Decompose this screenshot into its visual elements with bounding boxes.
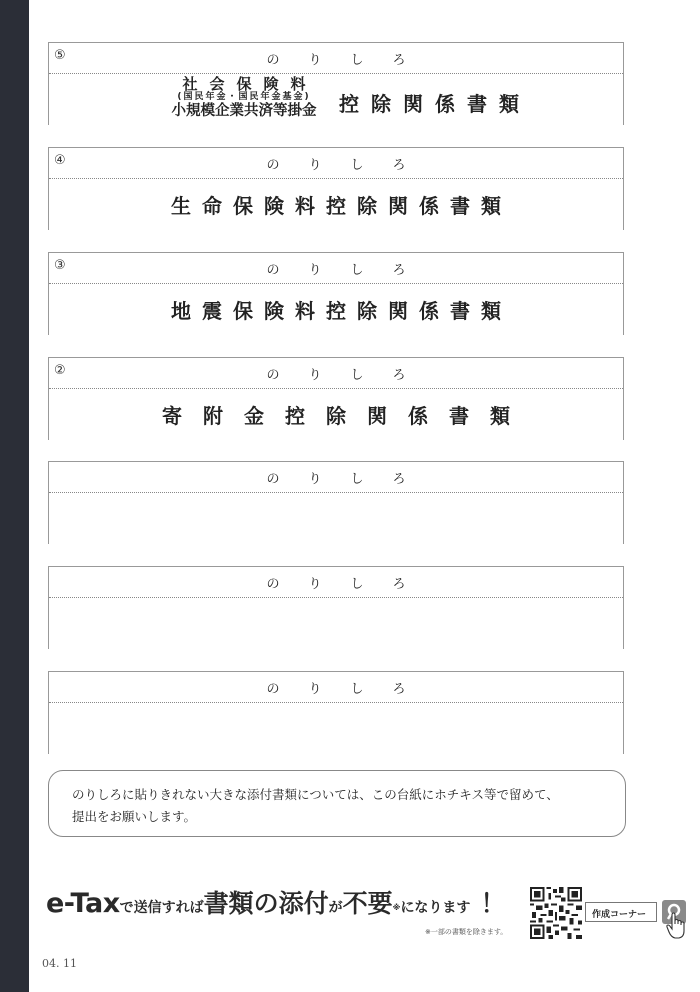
- slot-body: [49, 389, 623, 441]
- slot-body: [49, 179, 623, 231]
- promo-text-3: が: [328, 900, 343, 916]
- glue-header: [49, 567, 623, 598]
- pointer-hand-icon: [666, 912, 688, 940]
- slot-body: [49, 74, 623, 126]
- glue-slot-blank-2: [48, 566, 624, 649]
- title-line-3: 小規模企業共済等掛金: [171, 103, 317, 119]
- glue-slot-3: [48, 252, 624, 335]
- slot-number: ④: [54, 153, 66, 168]
- qr-code-icon[interactable]: [530, 887, 582, 939]
- promo-text-1: で送信すれば: [119, 900, 204, 916]
- slot-body: [49, 493, 623, 545]
- slot-number: ⑤: [54, 48, 66, 63]
- etax-brand: e-Tax: [46, 888, 120, 919]
- title-suffix: 控除関係書類: [339, 92, 531, 116]
- notice-line-2: 提出をお願いします。: [72, 809, 197, 824]
- slot-body: [49, 703, 623, 755]
- slot-title: [159, 76, 539, 126]
- glue-header: [49, 672, 623, 703]
- glue-header: [49, 358, 623, 389]
- glue-label: のりしろ: [266, 682, 435, 697]
- glue-slot-blank-3: [48, 671, 624, 754]
- glue-label: のりしろ: [266, 158, 435, 173]
- promo-note-mark: ※: [392, 903, 401, 912]
- search-input[interactable]: 作成コーナー: [585, 902, 657, 922]
- glue-slot-4: [48, 147, 624, 230]
- slot-body: [49, 284, 623, 336]
- slot-number: ②: [54, 363, 66, 378]
- glue-header: [49, 43, 623, 74]
- promo-text-2: 書類の添付: [203, 889, 329, 918]
- slot-number: ③: [54, 258, 66, 273]
- page-code: 04. 11: [42, 957, 77, 970]
- promo-footnote: ※一部の書類を除きます。: [425, 928, 508, 936]
- glue-label: のりしろ: [266, 368, 435, 383]
- glue-label: のりしろ: [266, 263, 435, 278]
- slot-body: [49, 598, 623, 650]
- glue-header: [49, 462, 623, 493]
- glue-label: のりしろ: [266, 577, 435, 592]
- slot-title: 寄附金控除関係書類: [162, 404, 531, 428]
- notice-box: [48, 770, 626, 837]
- promo-exclamation: ！: [480, 889, 506, 918]
- slot-title: 生命保険料控除関係書類: [171, 194, 512, 218]
- glue-header: [49, 148, 623, 179]
- glue-label: のりしろ: [266, 53, 435, 68]
- title-line-1: 社会保険料: [182, 75, 318, 93]
- glue-slot-blank-1: [48, 461, 624, 544]
- etax-promo: [46, 884, 505, 920]
- title-line-2: (国民年金・国民年金基金): [177, 92, 311, 102]
- title-stack: [159, 76, 329, 120]
- promo-text-4: 不要: [342, 889, 393, 918]
- promo-text-5: になります: [400, 900, 471, 916]
- glue-slot-5: [48, 42, 624, 125]
- notice-line-1: のりしろに貼りきれない大きな添付書類については、この台紙にホチキス等で留めて、: [72, 787, 559, 802]
- binding-strip: [0, 0, 29, 992]
- slot-title: 地震保険料控除関係書類: [171, 299, 512, 323]
- glue-label: のりしろ: [266, 472, 435, 487]
- glue-header: [49, 253, 623, 284]
- glue-slot-2: [48, 357, 624, 440]
